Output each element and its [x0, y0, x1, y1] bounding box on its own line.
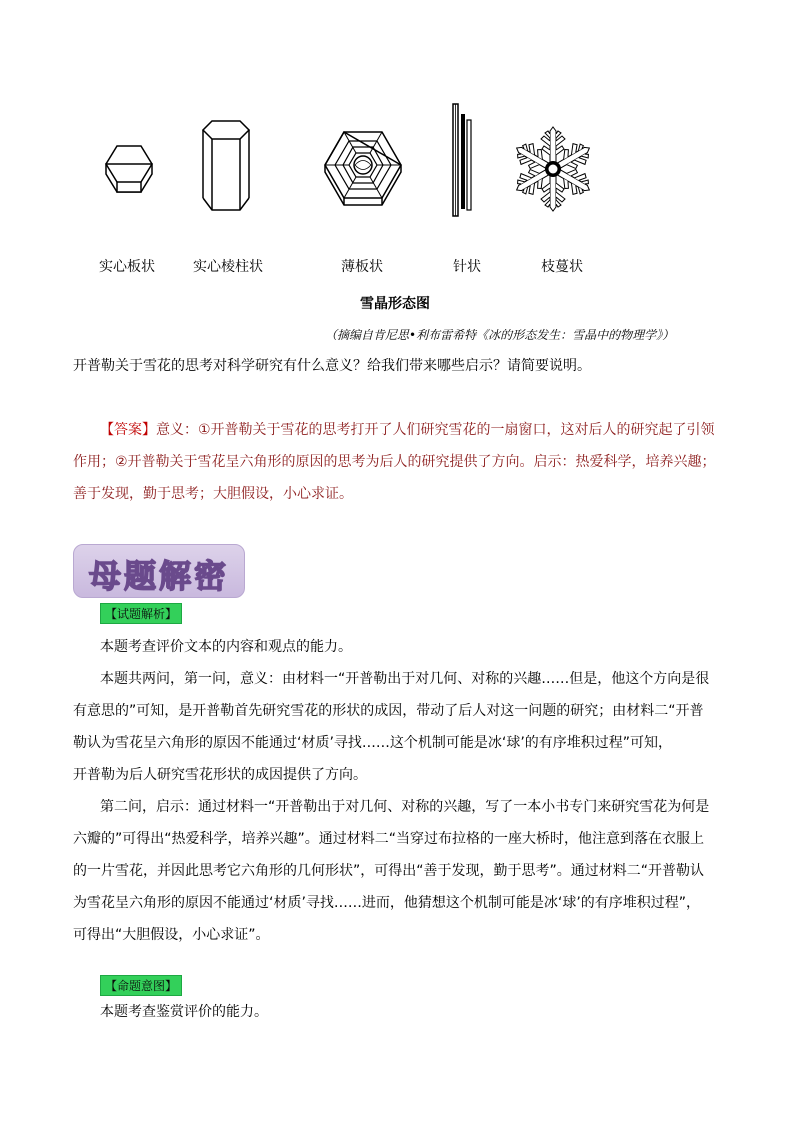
analysis-line-10: 可得出“大胆假设，小心求证”。: [73, 927, 270, 943]
section-banner: [73, 544, 245, 598]
answer-line-1: [100, 420, 715, 440]
analysis-tag: 【试题解析】: [100, 603, 182, 624]
answer-line-1-text: 意义：①开普勒关于雪花的思考打开了人们研究雪花的一扇窗口，这对后人的研究起了引领: [156, 422, 715, 438]
section-banner-text: 母题解密: [88, 557, 229, 595]
analysis-line-9: 为雪花呈六角形的原因不能通过‘材质’寻找……进而，他猜想这个机制可能是冰‘球’的有序堆积过程”，: [73, 895, 701, 911]
solid-plate-crystal-image: [103, 142, 155, 194]
analysis-line-3: 有意思的”可知，是开普勒首先研究雪花的形状的成因，带动了后人对这一问题的研究；由材料二“开普: [73, 703, 704, 719]
needle-crystal-image: [450, 102, 476, 218]
analysis-line-4: 勒认为雪花呈六角形的原因不能通过‘材质’寻找……这个机制可能是冰‘球’的有序堆积过程”可知，: [73, 735, 673, 751]
intent-text: 本题考查鉴赏评价的能力。: [100, 1004, 268, 1020]
caption-needle: 针状: [453, 259, 481, 275]
answer-line-3: 善于发现，勤于思考；大胆假设，小心求证。: [73, 486, 353, 502]
analysis-line-6: 第二问，启示：通过材料一“开普勒出于对几何、对称的兴趣，写了一本小书专门来研究雪花为何是: [100, 799, 710, 815]
answer-line-2: 作用；②开普勒关于雪花呈六角形的原因的思考为后人的研究提供了方向。启示：热爱科学，培养兴趣；: [73, 454, 716, 470]
figure-title: 雪晶形态图: [360, 296, 430, 312]
caption-thin-plate: 薄板状: [341, 259, 383, 275]
analysis-line-2: 本题共两问，第一问，意义：由材料一“开普勒出于对几何、对称的兴趣……但是，他这个方向是很: [100, 671, 710, 687]
analysis-line-7: 六瓣的”可得出“热爱科学，培养兴趣”。通过材料二“当穿过布拉格的一座大桥时，他注意到落在衣服上: [73, 831, 705, 847]
solid-column-crystal-image: [200, 118, 252, 214]
thin-plate-crystal-image: [322, 128, 404, 210]
dendrite-crystal-image: [508, 124, 598, 214]
analysis-line-1: 本题考查评价文本的内容和观点的能力。: [100, 639, 352, 655]
figure-source: （摘编自肯尼思•利布雷希特《冰的形态发生：雪晶中的物理学》）: [325, 328, 675, 342]
analysis-line-5: 开普勒为后人研究雪花形状的成因提供了方向。: [73, 767, 367, 783]
caption-solid-plate: 实心板状: [99, 259, 155, 275]
caption-dendrite: 枝蔓状: [541, 259, 583, 275]
answer-tag: 【答案】: [100, 422, 156, 438]
caption-solid-column: 实心棱柱状: [193, 259, 263, 275]
question-text: 开普勒关于雪花的思考对科学研究有什么意义？给我们带来哪些启示？请简要说明。: [73, 358, 591, 374]
analysis-line-8: 的一片雪花，并因此思考它六角形的几何形状”，可得出“善于发现，勤于思考”。通过材料二“开普勒认: [73, 863, 705, 879]
intent-tag: 【命题意图】: [100, 975, 182, 996]
